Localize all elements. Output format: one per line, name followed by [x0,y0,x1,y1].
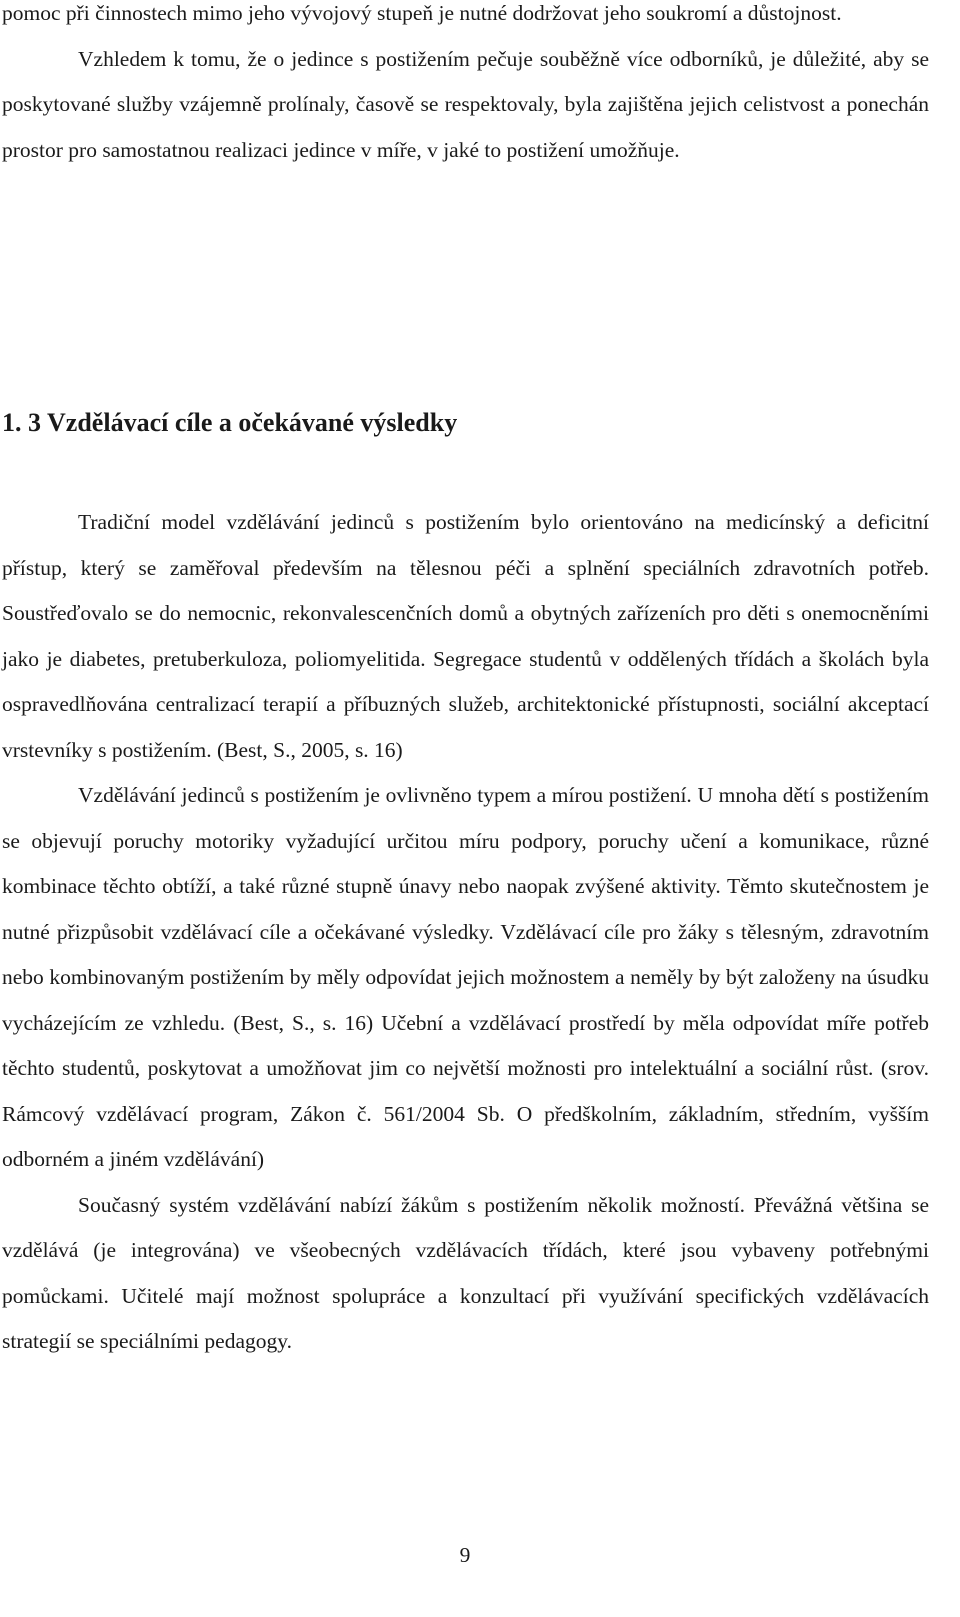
section-text-block [2,500,929,1365]
paragraph-education-influence: Vzdělávání jedinců s postižením je ovlivněno typem a mírou postižení. U mnoha dětí s postižením se objevují poruchy motoriky vyžadující určitou míru podpory, poruchy učení a komunikace, různé kombinace těchto obtíží, a také různé stupně únavy nebo naopak zvýšené aktivity. Těmto skutečnostem je nutné přizpůsobit vzdělávací cíle a očekávané výsledky. Vzdělávací cíle pro žáky s tělesným, zdravotním nebo kombinovaným postižením by měly odpovídat jejich možnostem a neměly by být založeny na úsudku vycházejícím ze vzhledu. (Best, S., s. 16) Učební a vzdělávací prostředí by měla odpovídat míře potřeb těchto studentů, poskytovat a umožňovat jim co největší možnosti pro intelektuální a sociální růst. (srov. Rámcový vzdělávací program, Zákon č. 561/2004 Sb. O předškolním, základním, středním, vyšším odborném a jiném vzdělávání) [2,783,929,1171]
intro-text-block [2,0,929,173]
paragraph-continuation: pomoc při činnostech mimo jeho vývojový stupeň je nutné dodržovat jeho soukromí a důstojnost. [2,1,842,25]
page-number: 9 [459,1543,471,1567]
paragraph-current-system: Současný systém vzdělávání nabízí žákům s postižením několik možností. Převážná většina se vzdělává (je integrována) ve všeobecných vzdělávacích třídách, které jsou vybaveny potřebnými pomůckami. Učitelé mají možnost spolupráce a konzultací při využívání specifických vzdělávacích strategií se speciálními pedagogy. [2,1192,929,1353]
section-heading: 1. 3 Vzdělávací cíle a očekávané výsledky [2,408,458,437]
paragraph-traditional-model: Tradiční model vzdělávání jedinců s postižením bylo orientováno na medicínský a deficitní přístup, který se zaměřoval především na tělesnou péči a splnění speciálních zdravotních potřeb. Soustřeďovalo se do nemocnic, rekonvalescenčních domů a obytných zařízeních pro děti s onemocněními jako je diabetes, pretuberkuloza, poliomyelitida. Segregace studentů v oddělených třídách a školách byla ospravedlňována centralizací terapií a příbuzných služeb, architektonické přístupnosti, sociální akceptací vrstevníky s postižením. (Best, S., 2005, s. 16) [2,510,929,762]
paragraph-coordination: Vzhledem k tomu, že o jedince s postižením pečuje souběžně více odborníků, je důležité, aby se poskytované služby vzájemně prolínaly, časově se respektovaly, byla zajištěna jejich celistvost a ponechán prostor pro samostatnou realizaci jedince v míře, v jaké to postižení umožňuje. [2,46,929,162]
